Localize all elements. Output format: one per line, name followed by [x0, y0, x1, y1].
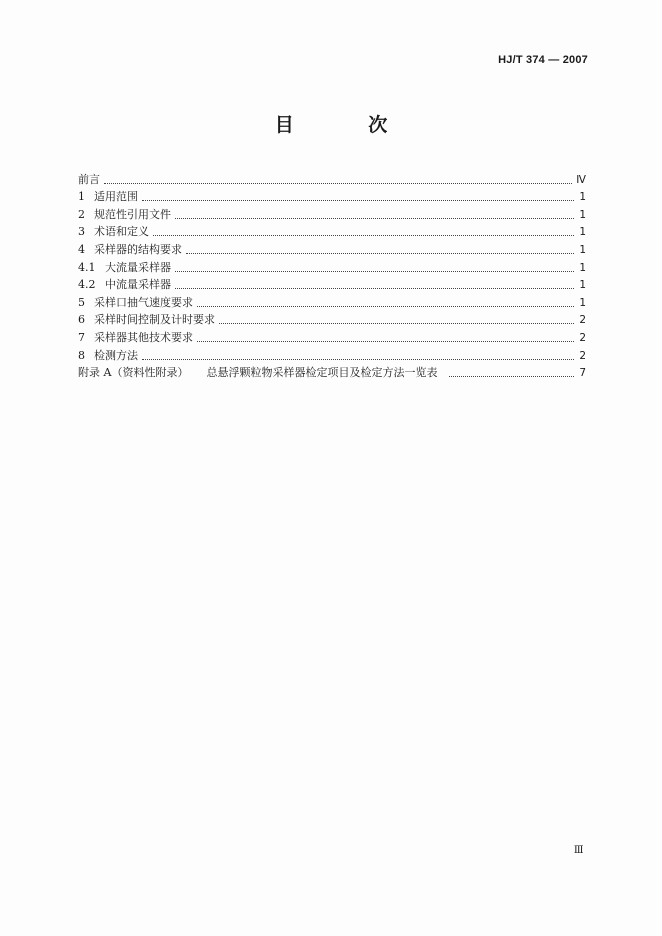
toc-entry-page: 1	[579, 279, 586, 292]
toc-entry-4-1[interactable]	[78, 257, 586, 275]
toc-leader	[186, 252, 574, 254]
toc-entry-6[interactable]	[78, 310, 586, 328]
toc-entry-4-2[interactable]	[78, 275, 586, 293]
toc-entry-page: 1	[579, 208, 586, 221]
toc-leader	[104, 182, 572, 184]
toc-entry-text: 中流量采样器	[105, 278, 171, 292]
toc-entry-number: 8	[78, 348, 85, 362]
toc-entry-text: 大流量采样器	[105, 260, 171, 274]
annex-title: 总悬浮颗粒物采样器检定项目及检定方法一览表	[206, 366, 438, 380]
toc-entry-text: 采样器的结构要求	[94, 242, 182, 256]
toc-leader	[175, 287, 574, 289]
toc-entry-page: 1	[579, 243, 586, 256]
annex-label: 附录 A（资料性附录）	[78, 366, 189, 380]
table-of-contents	[78, 169, 586, 380]
toc-leader	[175, 217, 574, 219]
toc-entry-number: 2	[78, 207, 85, 221]
toc-entry-number: 4	[78, 242, 85, 256]
toc-entry-page: 2	[579, 331, 586, 344]
toc-entry-number: 5	[78, 295, 85, 309]
toc-entry-page: 2	[579, 314, 586, 327]
toc-entry-text: 采样口抽气速度要求	[94, 295, 193, 309]
toc-entry-text: 采样时间控制及计时要求	[94, 313, 215, 327]
toc-leader	[219, 322, 574, 324]
toc-entry-number: 6	[78, 313, 85, 327]
toc-entry-3[interactable]	[78, 222, 586, 240]
toc-entry-page: 1	[579, 191, 586, 204]
toc-entry-number: 7	[78, 330, 85, 344]
toc-entry-text: 术语和定义	[94, 225, 149, 239]
toc-leader	[175, 270, 574, 272]
toc-entry-7[interactable]	[78, 327, 586, 345]
toc-leader	[449, 375, 574, 377]
toc-entry-text: 检测方法	[94, 348, 138, 362]
toc-entry-number: 1	[78, 190, 85, 204]
toc-entry-text: 规范性引用文件	[94, 207, 171, 221]
toc-entry-page: 7	[579, 367, 586, 380]
toc-entry-number: 4.1	[78, 260, 96, 274]
toc-title: 目 次	[274, 114, 422, 136]
toc-entry-page: 1	[579, 261, 586, 274]
toc-entry-annex-a[interactable]	[78, 363, 586, 381]
toc-entry-text: 适用范围	[94, 190, 138, 204]
toc-entry-8[interactable]	[78, 345, 586, 363]
toc-entry-text: 前言	[78, 172, 100, 186]
toc-leader	[142, 358, 574, 360]
toc-leader	[197, 340, 574, 342]
toc-entry-1[interactable]	[78, 187, 586, 205]
toc-leader	[153, 234, 574, 236]
toc-entry-foreword[interactable]	[78, 169, 586, 187]
toc-entry-page: Ⅳ	[576, 173, 586, 186]
toc-leader	[142, 199, 574, 201]
toc-entry-text: 采样器其他技术要求	[94, 330, 193, 344]
toc-entry-page: 1	[579, 226, 586, 239]
toc-entry-page: 1	[579, 296, 586, 309]
page-number: Ⅲ	[573, 845, 584, 856]
toc-leader	[197, 305, 574, 307]
toc-entry-page: 2	[579, 349, 586, 362]
toc-entry-number: 4.2	[78, 278, 96, 292]
toc-entry-2[interactable]	[78, 204, 586, 222]
standard-code: HJ/T 374 — 2007	[498, 54, 588, 66]
toc-entry-5[interactable]	[78, 292, 586, 310]
toc-entry-number: 3	[78, 225, 85, 239]
toc-entry-4[interactable]	[78, 239, 586, 257]
